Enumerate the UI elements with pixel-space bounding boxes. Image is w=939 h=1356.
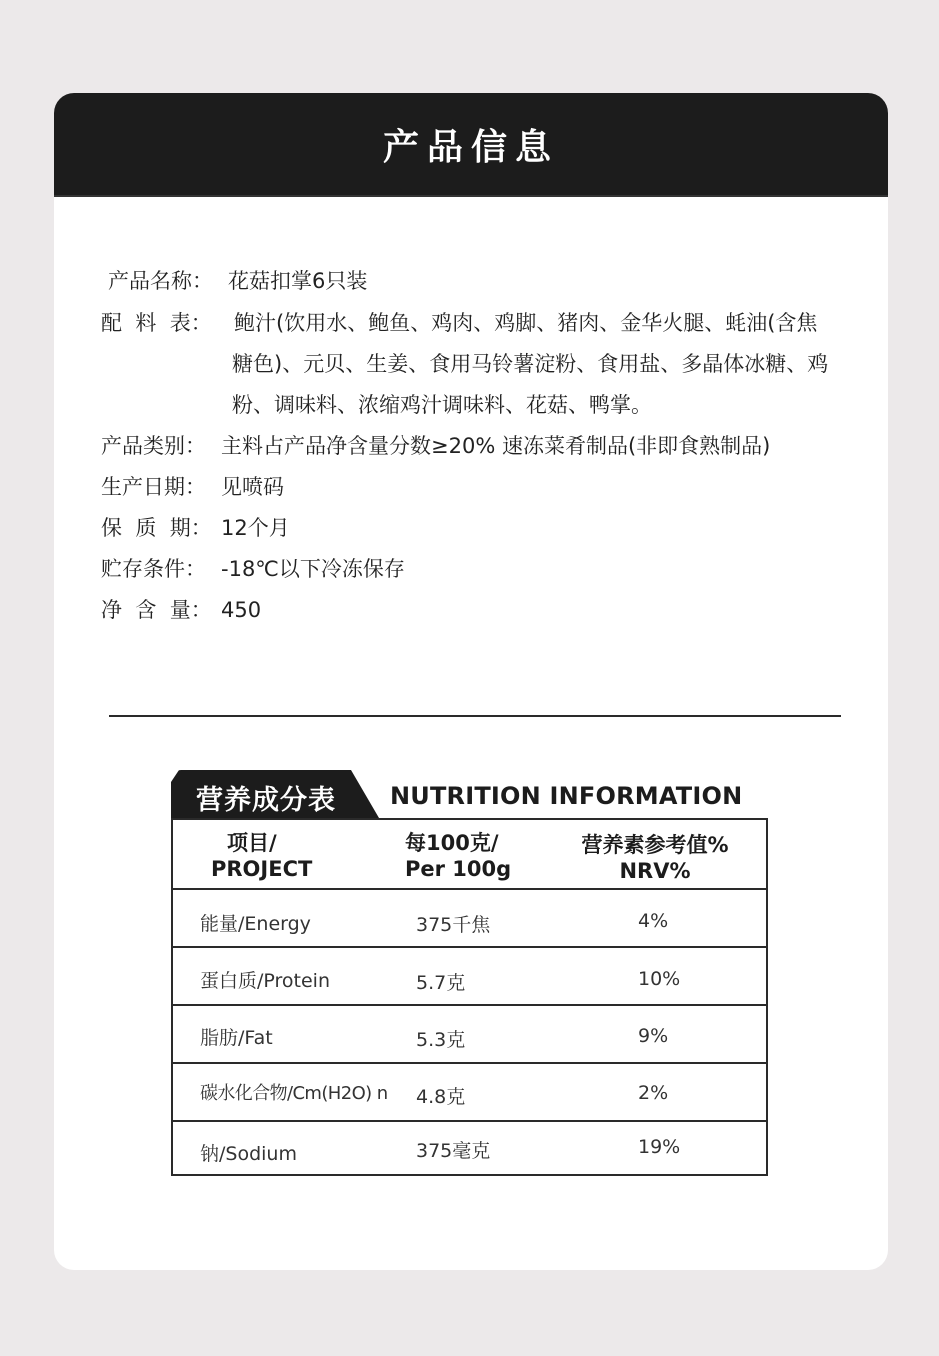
- info-label: 贮存条件：: [101, 557, 206, 581]
- product-info-card: [54, 93, 888, 1270]
- info-label: 保 质 期：: [101, 516, 212, 540]
- nutrient-name: 脂肪/Fat: [200, 1027, 273, 1049]
- nutrient-nrv: 10%: [638, 968, 681, 990]
- nutrient-name: 碳水化合物/Cm(H2O) n: [200, 1083, 388, 1104]
- nutrient-nrv: 2%: [638, 1082, 669, 1104]
- info-label: 产品名称：: [108, 269, 213, 293]
- nutrient-amount: 5.7克: [416, 972, 466, 994]
- section-divider: [109, 715, 841, 717]
- nutrient-nrv: 19%: [638, 1136, 681, 1158]
- info-label: 配 料 表：: [101, 311, 212, 335]
- info-value: -18℃以下冷冻保存: [221, 557, 405, 581]
- nutrition-table: [171, 818, 768, 1176]
- table-row: [173, 1006, 766, 1064]
- nutrient-amount: 4.8克: [416, 1086, 466, 1108]
- header-nrv-en: NRV%: [619, 859, 691, 883]
- product-info-list: [54, 93, 888, 693]
- nutrition-title-cn: 营养成分表: [196, 785, 336, 816]
- info-label: 生产日期：: [101, 475, 206, 499]
- info-value: 450: [221, 598, 262, 622]
- info-label: 产品类别：: [101, 434, 206, 458]
- header-nrv: [572, 832, 738, 884]
- nutrient-name: 蛋白质/Protein: [200, 970, 331, 992]
- info-label: 净 含 量：: [101, 598, 212, 622]
- page-title: 产品信息: [382, 126, 559, 168]
- ingredients-line: 粉、调味料、浓缩鸡汁调味料、花菇、鸭掌。: [232, 393, 652, 417]
- header-item: [211, 830, 313, 882]
- ingredients-line: 鲍汁(饮用水、鲍鱼、鸡肉、鸡脚、猪肉、金华火腿、蚝油(含焦: [234, 311, 818, 335]
- header-per100: [405, 830, 511, 882]
- info-value: 12个月: [221, 516, 290, 540]
- nutrient-name: 能量/Energy: [200, 913, 311, 935]
- info-value: 主料占产品净含量分数≥20% 速冻菜肴制品(非即食熟制品): [221, 434, 771, 458]
- table-row: [173, 948, 766, 1006]
- table-row: [173, 1122, 766, 1174]
- header-item-en: PROJECT: [211, 857, 313, 881]
- ingredients-line: 糖色)、元贝、生姜、食用马铃薯淀粉、食用盐、多晶体冰糖、鸡: [232, 352, 829, 376]
- table-row: [173, 1064, 766, 1122]
- nutrition-title-en: NUTRITION INFORMATION: [390, 782, 743, 810]
- nutrient-amount: 375千焦: [416, 914, 491, 936]
- header-per100-en: Per 100g: [405, 857, 512, 881]
- nutrient-nrv: 9%: [638, 1025, 669, 1047]
- nutrient-amount: 375毫克: [416, 1140, 491, 1162]
- nutrition-header-row: [173, 820, 766, 890]
- info-value: 见喷码: [221, 475, 284, 499]
- header-item-cn: 项目/: [227, 831, 277, 855]
- nutrient-name: 钠/Sodium: [200, 1143, 297, 1165]
- info-value: 花菇扣掌6只装: [228, 269, 368, 293]
- nutrient-amount: 5.3克: [416, 1029, 466, 1051]
- header-per100-cn: 每100克/: [405, 831, 499, 855]
- table-row: [173, 890, 766, 948]
- nutrient-nrv: 4%: [638, 910, 669, 932]
- header-nrv-cn: 营养素参考值%: [581, 833, 729, 857]
